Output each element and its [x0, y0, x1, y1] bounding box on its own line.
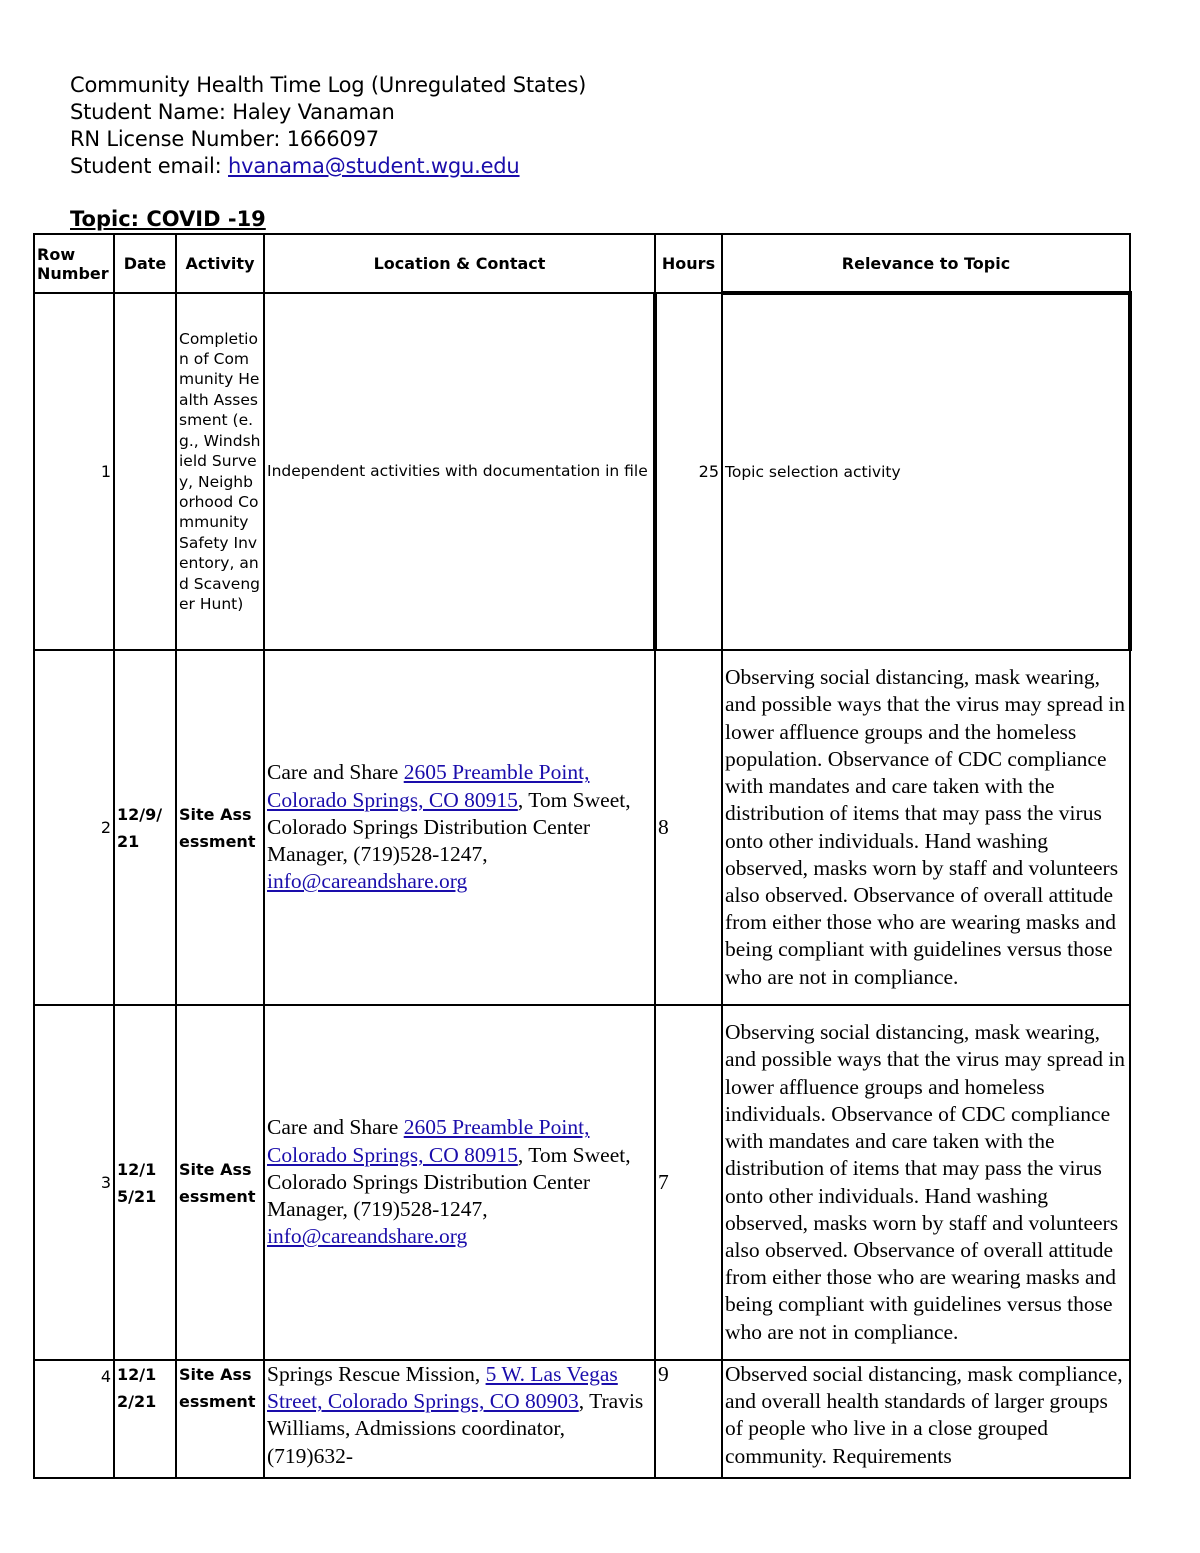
- topic-heading: Topic: COVID -19: [70, 207, 266, 231]
- col-header-row-number: Row Number: [34, 234, 114, 293]
- location-cell: [264, 650, 655, 1005]
- col-header-location: Location & Contact: [264, 234, 655, 293]
- table-row: [34, 293, 1130, 650]
- date-cell: 12/12/21: [114, 1360, 176, 1478]
- document-title: Community Health Time Log (Unregulated States): [70, 73, 587, 97]
- student-email-link[interactable]: hvanama@student.wgu.edu: [228, 154, 520, 178]
- activity-cell: Completion of Community Health Assessment (e.g., Windshield Survey, Neighborhood Community Safety Inventory, and Scavenger Hunt): [176, 293, 264, 650]
- table-row: [34, 1005, 1130, 1360]
- relevance-cell: Observed social distancing, mask compliance, and overall health standards of larger groups of people who live in a close grouped community. Requirements: [722, 1360, 1130, 1478]
- relevance-cell: Observing social distancing, mask wearing, and possible ways that the virus may spread in lower affluence groups and the homeless population. Observance of CDC compliance with mandates and care taken with the distribution of items that may pass the virus onto other individuals. Hand washing observed, masks worn by staff and volunteers also observed. Observance of overall attitude from either those who are wearing masks and being compliant with guidelines versus those who are not in compliance.: [722, 650, 1130, 1005]
- student-email-label: Student email:: [70, 154, 229, 178]
- location-cell: Independent activities with documentation in file: [264, 293, 655, 650]
- student-email-line: [70, 153, 586, 180]
- table-row: [34, 650, 1130, 1005]
- table-header-row: [34, 234, 1130, 293]
- hours-cell: 7: [655, 1005, 722, 1360]
- contact-email-link[interactable]: info@careandshare.org: [267, 1224, 468, 1249]
- activity-cell: Site Assessment: [176, 650, 264, 1005]
- document-header: [70, 72, 586, 180]
- relevance-cell: Topic selection activity: [722, 293, 1130, 650]
- location-name: Care and Share: [267, 760, 404, 785]
- date-cell: 12/15/21: [114, 1005, 176, 1360]
- relevance-cell: Observing social distancing, mask wearing, and possible ways that the virus may spread in lower affluence groups and homeless individuals. Observance of CDC compliance with mandates and care taken with the distribution of items that may pass the virus onto other individuals. Hand washing observed, masks worn by staff and volunteers also observed. Observance of overall attitude from either those who are wearing masks and being compliant with guidelines versus those who are not in compliance.: [722, 1005, 1130, 1360]
- row-number-cell: 2: [34, 650, 114, 1005]
- col-header-activity: Activity: [176, 234, 264, 293]
- location-cell: [264, 1360, 655, 1478]
- location-name: Care and Share: [267, 1115, 404, 1140]
- location-name: Springs Rescue Mission,: [267, 1362, 486, 1386]
- activity-cell: Site Assessment: [176, 1005, 264, 1360]
- row-number-cell: 4: [34, 1360, 114, 1478]
- date-cell: 12/9/21: [114, 650, 176, 1005]
- hours-cell: 8: [655, 650, 722, 1005]
- location-cell: [264, 1005, 655, 1360]
- date-cell: [114, 293, 176, 650]
- address-link[interactable]: 5 W. Las Vegas Street, Colorado Springs, CO 80903: [267, 1362, 618, 1414]
- address-link[interactable]: 2605 Preamble Point, Colorado Springs, CO 80915: [267, 1115, 590, 1167]
- activity-cell: Site Assessment: [176, 1360, 264, 1478]
- row-number-cell: 3: [34, 1005, 114, 1360]
- contact-email-link[interactable]: info@careandshare.org: [267, 869, 468, 894]
- col-header-relevance: Relevance to Topic: [722, 234, 1130, 293]
- row-number-cell: 1: [34, 293, 114, 650]
- col-header-date: Date: [114, 234, 176, 293]
- contact-details: , Tom Sweet, Colorado Springs Distribution Center Manager, (719)528-1247,: [267, 787, 631, 867]
- contact-details: , Tom Sweet, Colorado Springs Distribution Center Manager, (719)528-1247,: [267, 1142, 631, 1222]
- time-log-table: [33, 233, 1132, 1479]
- address-link[interactable]: 2605 Preamble Point, Colorado Springs, CO 80915: [267, 760, 590, 812]
- student-name: Student Name: Haley Vanaman: [70, 100, 395, 124]
- hours-cell: 25: [655, 293, 722, 650]
- table-row: [34, 1360, 1130, 1478]
- contact-details: , Travis Williams, Admissions coordinator, (719)632-: [267, 1389, 644, 1468]
- col-header-hours: Hours: [655, 234, 722, 293]
- hours-cell: 9: [655, 1360, 722, 1478]
- rn-license-number: RN License Number: 1666097: [70, 127, 379, 151]
